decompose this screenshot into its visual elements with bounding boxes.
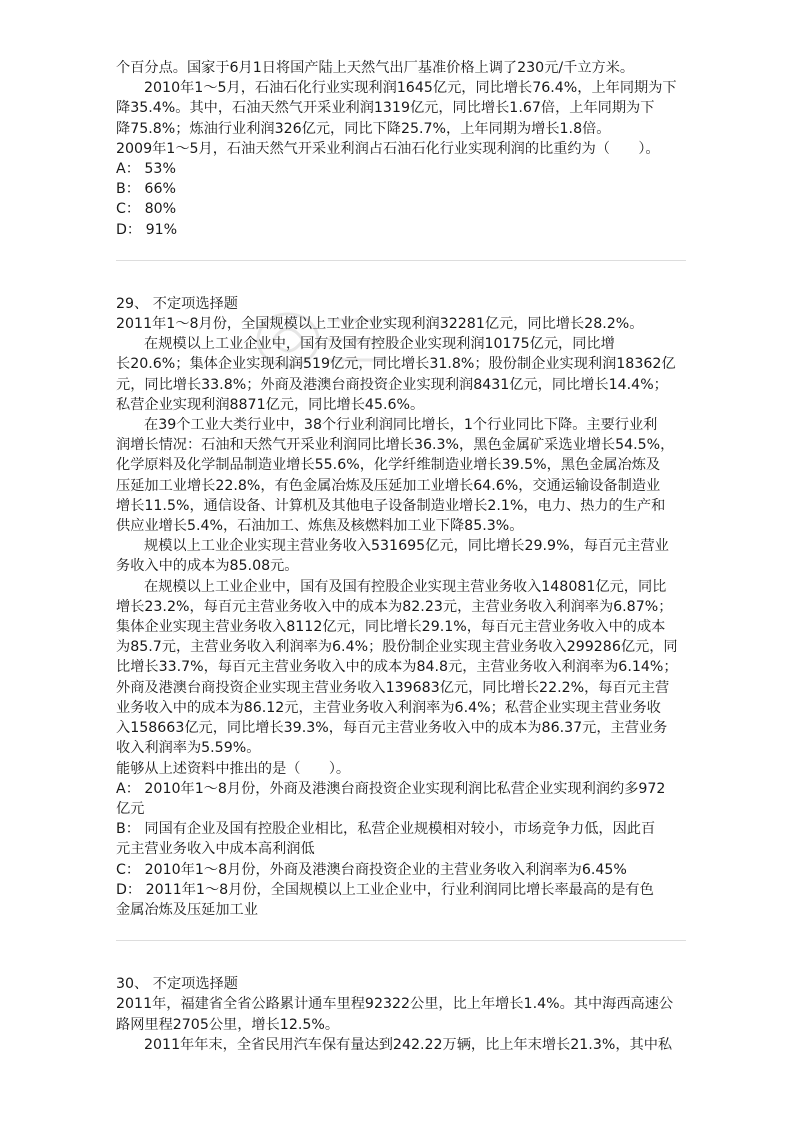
paragraph-line: 路网里程2705公里，增长12.5%。	[116, 1016, 340, 1033]
question-prompt: 2009年1～5月，石油天然气开采业利润占石油石化行业实现利润的比重约为（ ）。	[116, 140, 660, 157]
option-c: C： 80%	[116, 201, 177, 218]
paragraph-line: 务收入中的成本为85.08元。	[116, 558, 299, 575]
question-prompt: 能够从上述资料中推出的是（ ）。	[116, 760, 351, 777]
option-a: A： 53%	[116, 161, 176, 178]
option-b: B： 同国有企业及国有控股企业相比，私营企业规模相对较小，市场竞争力低，因此百	[116, 821, 656, 838]
question-28	[116, 58, 686, 240]
paragraph-line: 压延加工业增长22.8%，有色金属冶炼及压延加工业增长64.6%，交通运输设备制造业	[116, 477, 661, 494]
paragraph-line: 比增长33.7%，每百元主营业务收入中的成本为84.8元，主营业务收入利润率为6.14%；	[116, 659, 678, 676]
option-d: D： 91%	[116, 221, 178, 238]
paragraph-line: 长20.6%；集体企业实现利润519亿元，同比增长31.8%；股份制企业实现利润18362亿	[116, 356, 676, 373]
paragraph-line: 元，同比增长33.8%；外商及港澳台商投资企业实现利润8431亿元，同比增长14.4%；	[116, 376, 668, 393]
paragraph-line: 供应业增长5.4%，石油加工、炼焦及核燃料加工业下降85.3%。	[116, 518, 524, 535]
paragraph-line: 在规模以上工业企业中，国有及国有控股企业实现主营业务收入148081亿元，同比	[144, 578, 667, 595]
paragraph-line: 2011年1～8月份，全国规模以上工业企业实现利润32281亿元，同比增长28.2%。	[116, 316, 644, 333]
paragraph-line: 降35.4%。其中，石油天然气开采业利润1319亿元，同比增长1.67倍，上年同期为下	[116, 100, 655, 117]
option-b: B： 66%	[116, 181, 176, 198]
paragraph-line: 化学原料及化学制品制造业增长55.6%，化学纤维制造业增长39.5%，黑色金属冶炼及	[116, 457, 661, 474]
paragraph-line: 增长11.5%，通信设备、计算机及其他电子设备制造业增长2.1%，电力、热力的生产和	[116, 497, 666, 514]
paragraph-line: 增长23.2%，每百元主营业务收入中的成本为82.23元，主营业务收入利润率为6.87%；	[116, 598, 673, 615]
paragraph-line: 集体企业实现主营业务收入8112亿元，同比增长29.1%，每百元主营业务收入中的成本	[116, 619, 666, 636]
paragraph-line: 为85.7元，主营业务收入利润率为6.4%；股份制企业实现主营业务收入299286亿元，同	[116, 639, 678, 656]
option-a: A： 2010年1～8月份，外商及港澳台商投资企业实现利润比私营企业实现利润约多972	[116, 780, 666, 797]
document-page	[116, 58, 686, 1055]
paragraph-line: 2010年1～5月，石油石化行业实现利润1645亿元，同比增长76.4%，上年同期为下	[144, 80, 677, 97]
paragraph-line: 收入利润率为5.59%。	[116, 740, 261, 757]
paragraph-line: 规模以上工业企业实现主营业务收入531695亿元，同比增长29.9%，每百元主营业	[144, 538, 669, 555]
paragraph-line: 外商及港澳台商投资企业实现主营业务收入139683亿元，同比增长22.2%，每百元主营	[116, 679, 670, 696]
paragraph-line: 在规模以上工业企业中，国有及国有控股企业实现利润10175亿元，同比增	[144, 336, 615, 353]
paragraph-line: 降75.8%；炼油行业利润326亿元，同比下降25.7%，上年同期为增长1.8倍。	[116, 120, 611, 137]
question-header: 30、 不定项选择题	[116, 976, 238, 993]
paragraph-line: 个百分点。国家于6月1日将国产陆上天然气出厂基准价格上调了230元/千立方米。	[116, 60, 635, 76]
paragraph-line: 私营企业实现利润8871亿元，同比增长45.6%。	[116, 396, 425, 413]
option-d-cont: 金属冶炼及压延加工业	[116, 901, 258, 918]
option-a-cont: 亿元	[116, 800, 145, 817]
paragraph-line: 润增长情况：石油和天然气开采业利润同比增长36.3%，黑色金属矿采选业增长54.5%，	[116, 437, 675, 454]
paragraph-line: 在39个工业大类行业中，38个行业利润同比增长，1个行业同比下降。主要行业利	[144, 417, 658, 434]
question-header: 29、 不定项选择题	[116, 295, 238, 312]
option-c: C： 2010年1～8月份，外商及港澳台商投资企业的主营业务收入利润率为6.45%	[116, 861, 627, 878]
question-29	[116, 294, 686, 920]
option-b-cont: 元主营业务收入中成本高利润低	[116, 841, 315, 858]
paragraph-line: 入158663亿元，同比增长39.3%，每百元主营业务收入中的成本为86.37元，主营业务	[116, 720, 668, 737]
paragraph-line: 2011年年末，全省民用汽车保有量达到242.22万辆，比上年末增长21.3%，其中私	[144, 1036, 673, 1053]
paragraph-line: 业务收入中的成本为86.12元，主营业务收入利润率为6.4%；私营企业实现主营业务收	[116, 699, 661, 716]
paragraph-line: 2011年，福建省全省公路累计通车里程92322公里，比上年增长1.4%。其中海西高速公	[116, 996, 674, 1013]
option-d: D： 2011年1～8月份，全国规模以上工业企业中，行业利润同比增长率最高的是有色	[116, 881, 654, 898]
question-30	[116, 974, 686, 1055]
